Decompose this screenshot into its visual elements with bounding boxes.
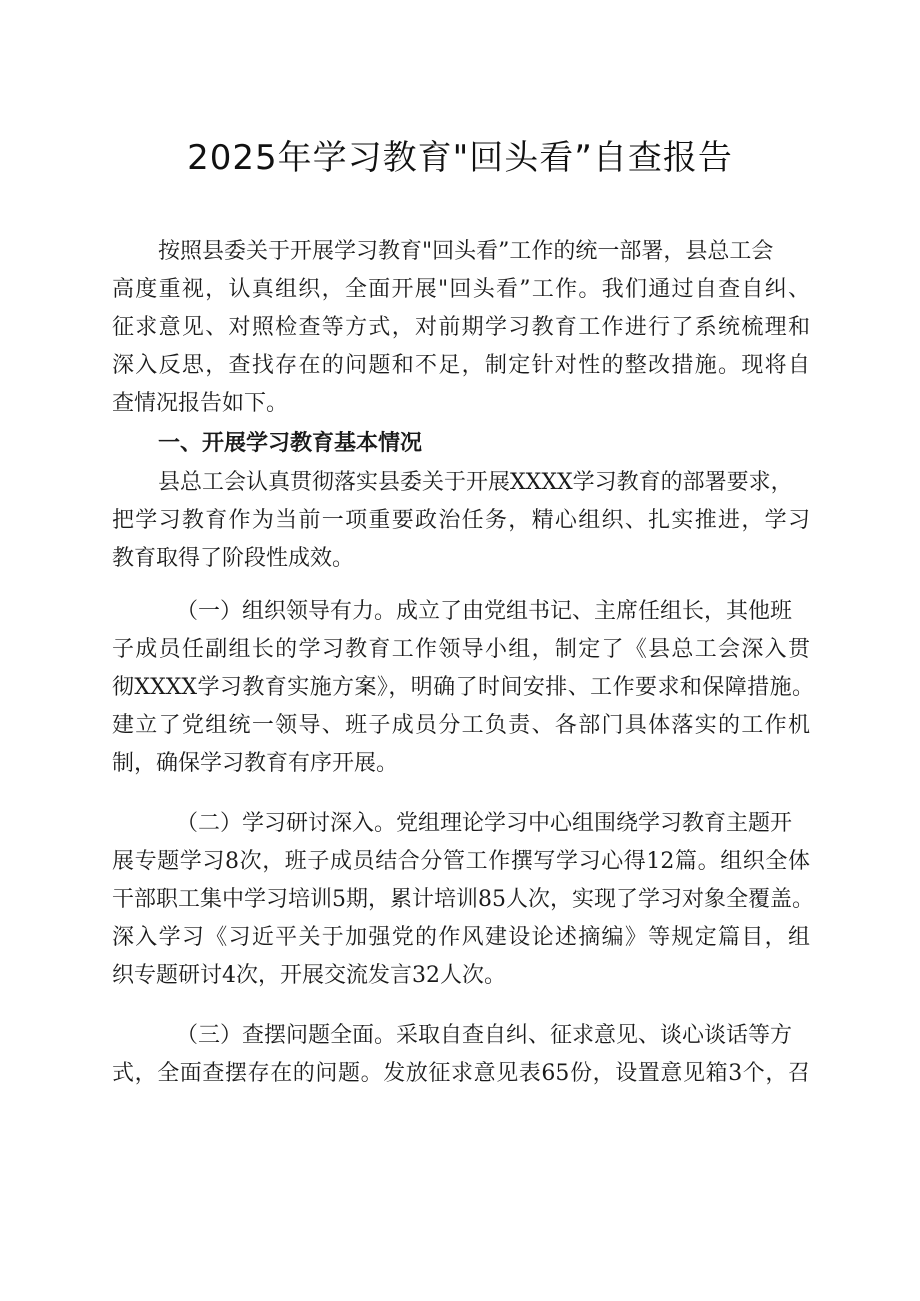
section1-line-2: 把学习教育作为当前一项重要政治任务，精心组织、扎实推进，学习 — [112, 508, 810, 533]
intro-line-4: 深入反思，查找存在的问题和不足，制定针对性的整改措施。现将自 — [112, 353, 810, 378]
document-title: 2025年学习教育"回头看”自查报告 — [187, 138, 733, 178]
intro-line-2: 高度重视，认真组织，全面开展"回头看”工作。我们通过自查自纠、 — [112, 277, 810, 302]
item2-line-4: 深入学习《习近平关于加强党的作风建设论述摘编》等规定篇目，组 — [112, 925, 810, 950]
section-heading-1: 一、开展学习教育基本情况 — [158, 431, 423, 456]
section1-line-3: 教育取得了阶段性成效。 — [112, 546, 355, 571]
item2-line-1: （二）学习研讨深入。党组理论学习中心组围绕学习教育主题开 — [176, 811, 793, 836]
item2-line-2: 展专题学习8次，班子成员结合分管工作撰写学习心得12篇。组织全体 — [112, 849, 810, 874]
item1-line-5: 制，确保学习教育有序开展。 — [112, 751, 399, 776]
item3-line-2: 式，全面查摆存在的问题。发放征求意见表65份，设置意见箱3个，召 — [112, 1061, 810, 1086]
intro-line-1: 按照县委关于开展学习教育"回头看”工作的统一部署，县总工会 — [158, 239, 774, 264]
intro-line-3: 征求意见、对照检查等方式，对前期学习教育工作进行了系统梳理和 — [112, 315, 810, 340]
item2-line-3: 干部职工集中学习培训5期，累计培训85人次，实现了学习对象全覆盖。 — [112, 887, 814, 912]
intro-line-5: 查情况报告如下。 — [112, 391, 289, 416]
item2-line-5: 织专题研讨4次，开展交流发言32人次。 — [112, 963, 506, 988]
item1-line-4: 建立了党组统一领导、班子成员分工负责、各部门具体落实的工作机 — [112, 713, 810, 738]
item1-line-3: 彻XXXX学习教育实施方案》，明确了时间安排、工作要求和保障措施。 — [112, 675, 814, 700]
item3-line-1: （三）查摆问题全面。采取自查自纠、征求意见、谈心谈话等方 — [176, 1023, 793, 1048]
section1-line-1: 县总工会认真贯彻落实县委关于开展XXXX学习教育的部署要求， — [158, 470, 793, 495]
item1-line-1: （一）组织领导有力。成立了由党组书记、主席任组长，其他班 — [176, 599, 793, 624]
item1-line-2: 子成员任副组长的学习教育工作领导小组，制定了《县总工会深入贯 — [112, 637, 810, 662]
